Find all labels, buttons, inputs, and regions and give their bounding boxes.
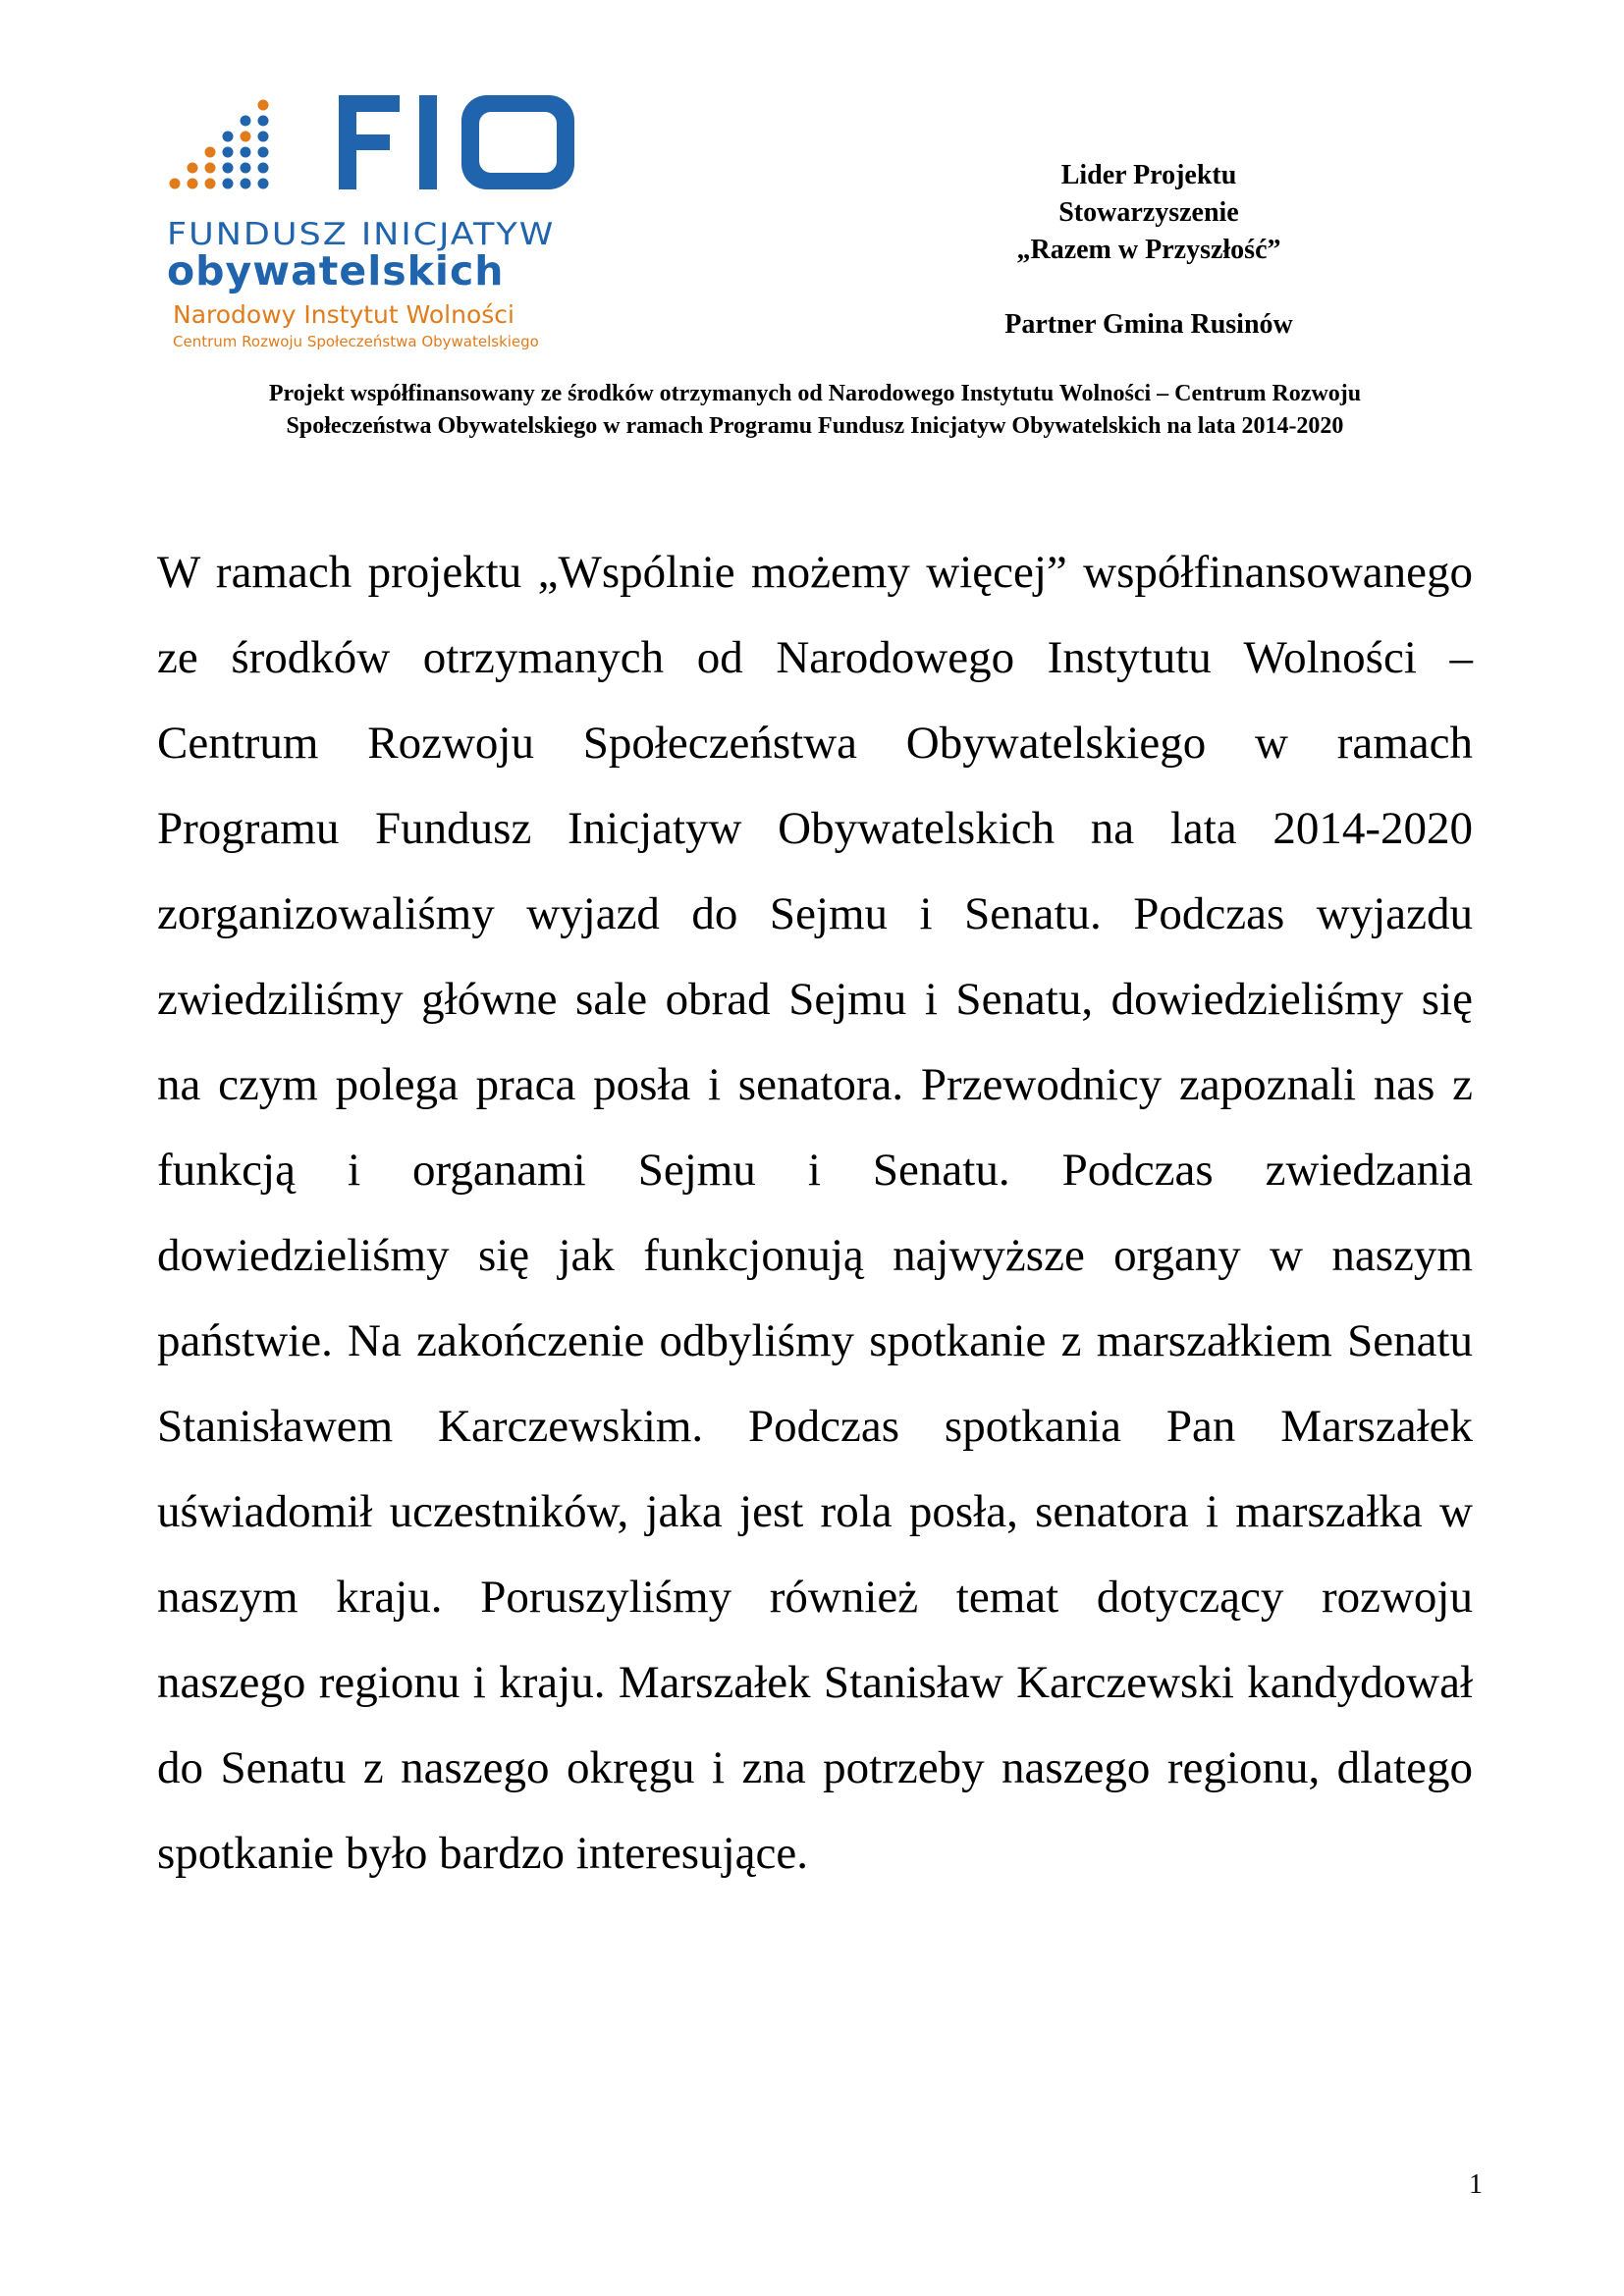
logo-line-centre: Centrum Rozwoju Społeczeństwa Obywatelskiego — [173, 333, 539, 350]
fio-logo — [167, 93, 589, 358]
funding-note — [157, 378, 1473, 443]
logo-line-fundusz: FUNDUSZ INICJATYW — [167, 217, 556, 253]
logo-line-institute: Narodowy Instytut Wolności — [173, 300, 514, 329]
project-header — [923, 157, 1375, 344]
fio-wordmark-icon — [339, 93, 579, 191]
logo-line-obywatelskich: obywatelskich — [167, 247, 505, 294]
body-paragraph: W ramach projektu „Wspólnie możemy więcej” współfinansowanego ze środków otrzymanych od Narodowego Instytutu Wolności – Centrum Rozwoju Społeczeństwa Obywatelskiego w ramach Programu Fundusz Inicjatyw Obywatelskich na lata 2014-2020 zorganizowaliśmy wyjazd do Sejmu i Senatu. Podczas wyjazdu zwiedziliśmy główne sale obrad Sejmu i Senatu, dowiedzieliśmy się na czym polega praca posła i senatora. Przewodnicy zapoznali nas z funkcją i organami Sejmu i Senatu. Podczas zwiedzania dowiedzieliśmy się jak funkcjonują najwyższe organy w naszym państwie. Na zakończenie odbyliśmy spotkanie z marszałkiem Senatu Stanisławem Karczewskim. Podczas spotkania Pan Marszałek uświadomił uczestników, jaka jest rola posła, senatora i marszałka w naszym kraju. Poruszyliśmy również temat dotyczący rozwoju naszego regionu i kraju. Marszałek Stanisław Karczewski kandydował do Senatu z naszego okręgu i zna potrzeby naszego regionu, dlatego spotkanie było bardzo interesujące. — [157, 547, 1473, 1879]
page-number: 1 — [1469, 2169, 1483, 2200]
funding-note-line-1: Projekt współfinansowany ze środków otrzymanych od Narodowego Instytutu Wolności – Centrum Rozwoju — [268, 381, 1362, 406]
leader-label: Lider Projektu — [1060, 160, 1237, 190]
funding-note-line-2: Społeczeństwa Obywatelskiego w ramach Programu Fundusz Inicjatyw Obywatelskich na lata 2014-2020 — [286, 413, 1344, 439]
leader-org-name: „Razem w Przyszłość” — [1016, 235, 1281, 265]
dot-grid-icon — [167, 93, 275, 191]
leader-org-type: Stowarzyszenie — [1058, 197, 1239, 228]
partner-name: Partner Gmina Rusinów — [1004, 309, 1293, 340]
